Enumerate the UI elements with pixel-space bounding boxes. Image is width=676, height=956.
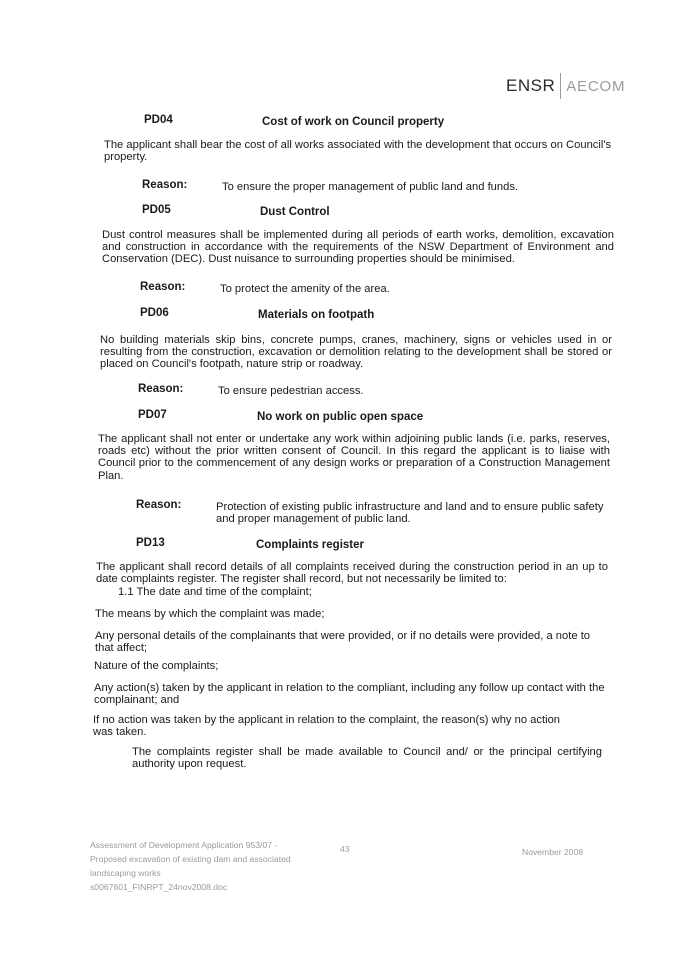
- pd13-line-actions: Any action(s) taken by the applicant in relation to the compliant, including any follow up contact with the complainant; and: [94, 682, 605, 707]
- pd13-closing: The complaints register shall be made available to Council and/ or the principal certifying authority upon request.: [132, 746, 602, 771]
- pd04-title: Cost of work on Council property: [262, 116, 445, 128]
- pd07-reason: Protection of existing public infrastructure and land and to ensure public safety and proper management of public land.: [216, 501, 604, 526]
- pd13-line-means: The means by which the complaint was made;: [95, 608, 325, 620]
- footer-doc-line-2: Proposed excavation of existing dam and associated: [90, 854, 291, 864]
- pd05-reason: To protect the amenity of the area.: [220, 283, 390, 295]
- pd07-reason-label: Reason:: [136, 499, 182, 511]
- pd06-reason-label: Reason:: [138, 383, 184, 395]
- footer-date: November 2008: [522, 847, 584, 857]
- pd04-reason-label: Reason:: [142, 179, 188, 191]
- pd13-line-personal: Any personal details of the complainants that were provided, or if no details were provided, a note to that affect;: [95, 630, 591, 655]
- pd05-code: PD05: [142, 204, 171, 216]
- pd06-body: No building materials skip bins, concrete pumps, cranes, machinery, signs or vehicles used in or resulting from the construction, excavation or demolition relating to the development shall be stored or placed on Council's footpath, nature strip or roadway.: [100, 334, 612, 371]
- pd05-title: Dust Control: [260, 206, 330, 218]
- pd07-title: No work on public open space: [257, 411, 424, 423]
- pd05-reason-label: Reason:: [140, 281, 186, 293]
- footer-filename: s0067601_FINRPT_24nov2008.doc: [90, 882, 228, 892]
- pd13-body: The applicant shall record details of all complaints received during the construction period in an up to date complaints register. The register shall record, but not necessarily be limited to:: [96, 561, 608, 586]
- pd13-code: PD13: [136, 537, 165, 549]
- pd13-line-noaction: If no action was taken by the applicant in relation to the complaint, the reason(s) why no action was taken.: [93, 714, 561, 739]
- pd07-body: The applicant shall not enter or undertake any work within adjoining public lands (i.e. parks, reserves, roads etc) without the prior written consent of Council. In this regard the applicant is to liaise with Council prior to the commencement of any design works or preparation of a Construction Management Plan.: [98, 433, 610, 482]
- footer-doc-line-3: landscaping works: [90, 868, 161, 878]
- pd07-code: PD07: [138, 409, 167, 421]
- footer-document-title: [90, 838, 291, 880]
- pd04-body: The applicant shall bear the cost of all works associated with the development that occurs on Council's property.: [104, 139, 612, 164]
- logo-aecom-text: AECOM: [566, 77, 626, 95]
- logo-ensr-text: ENSR: [506, 76, 556, 95]
- pd05-body: Dust control measures shall be implemented during all periods of earth works, demolition, excavation and construction in accordance with the requirements of the NSW Department of Environment and Conservation (DEC). Dust nuisance to surrounding properties should be minimised.: [102, 229, 614, 266]
- pd06-title: Materials on footpath: [258, 309, 375, 321]
- pd06-code: PD06: [140, 307, 169, 319]
- pd04-code: PD04: [144, 114, 173, 126]
- pd06-reason: To ensure pedestrian access.: [218, 385, 364, 397]
- footer-doc-line-1: Assessment of Development Application 953/07 -: [90, 840, 278, 850]
- pd04-reason: To ensure the proper management of public land and funds.: [222, 181, 519, 193]
- pd13-item-1-1: 1.1 The date and time of the complaint;: [118, 586, 312, 598]
- footer-page-number: 43: [340, 844, 350, 854]
- logo-divider: [560, 73, 561, 99]
- pd13-line-nature: Nature of the complaints;: [94, 660, 219, 672]
- pd13-title: Complaints register: [256, 539, 364, 551]
- company-logo: [506, 74, 625, 98]
